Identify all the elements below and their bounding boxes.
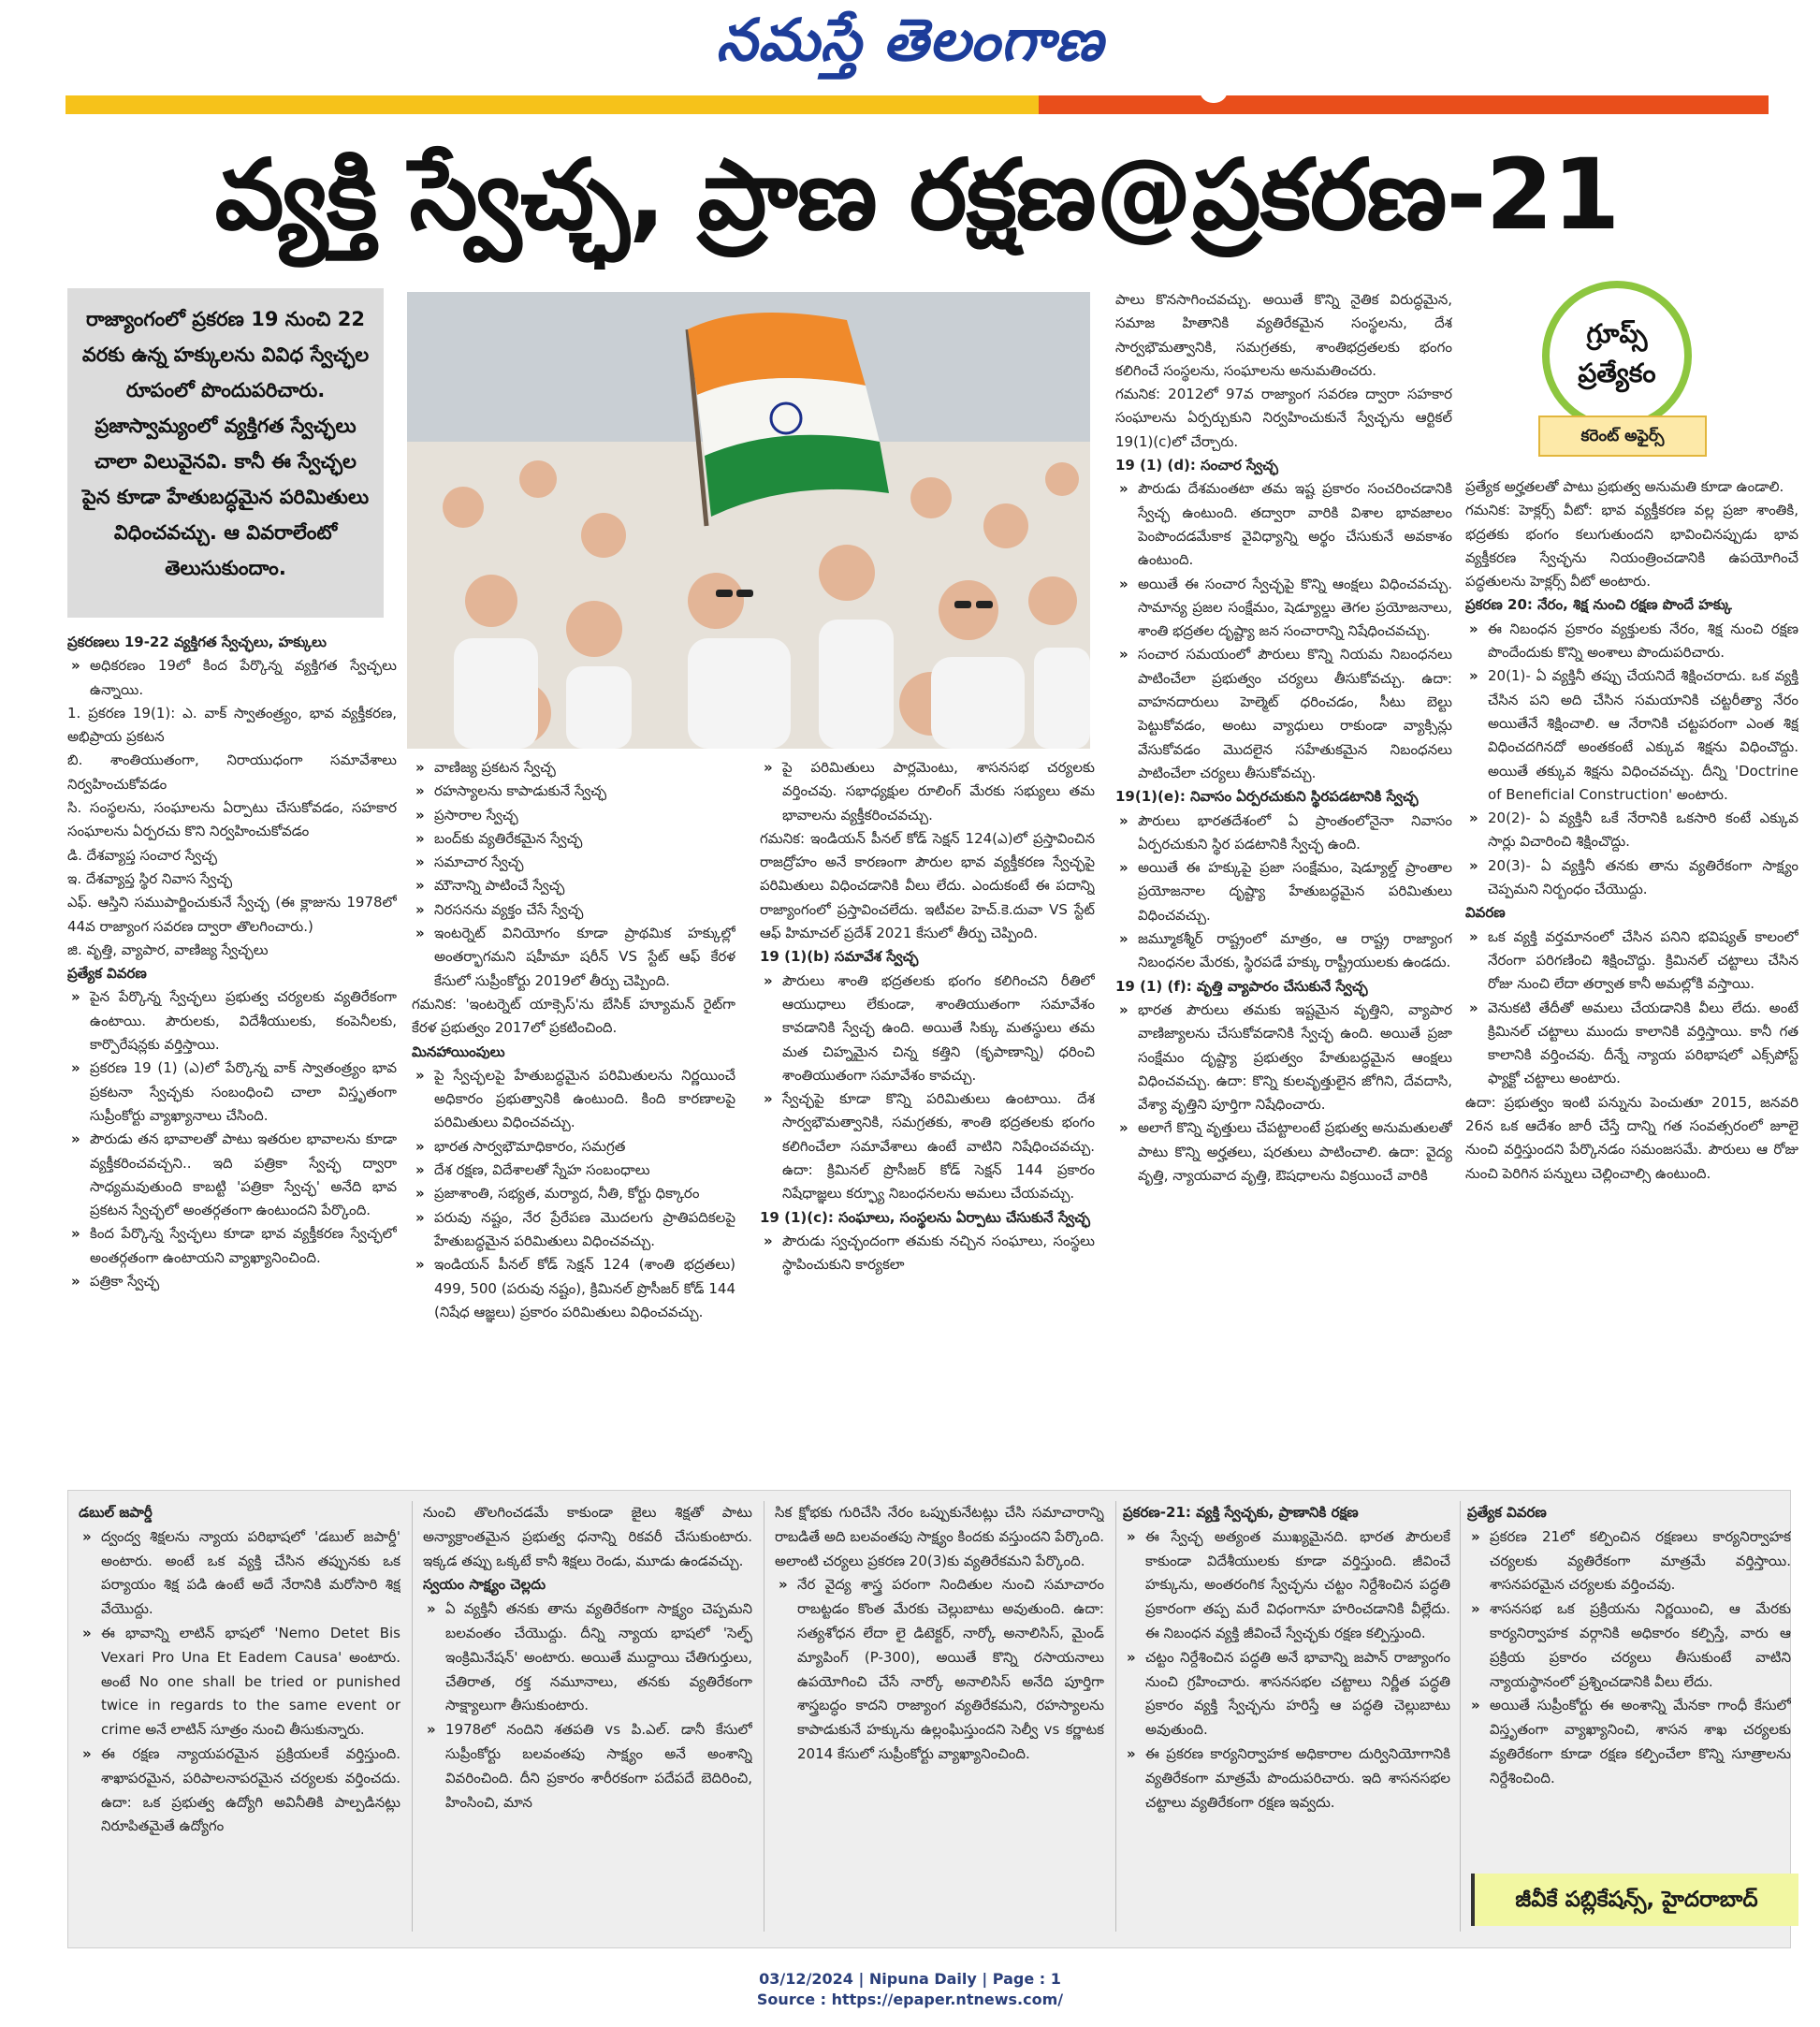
footer-source-link[interactable]: Source : https://epaper.ntnews.com/ xyxy=(756,1991,1064,2008)
paragraph: » వెనుకటి తేదీతో అమలు చేయడానికి వీలు లేదు. అంటే క్రిమినల్ చట్టాలు ముందు కాలానికి వర్తిస్తాయి. కానీ గత కాలానికి వర్తించవు. దీన్నే న్యాయ పరిభాషలో ఎక్స్‌పోస్ట్ ఫ్యాక్టో చట్టాలు అంటారు. xyxy=(1465,997,1798,1091)
paragraph: » ఇండియన్ పీనల్ కోడ్ సెక్షన్ 124 (శాంతి భద్రతలు) 499, 500 (పరువు నష్టం), క్రిమినల్ ప్రొసీజర్ కోడ్ 144 (నిషేధ ఆజ్ఞలు) ప్రకారం పరిమితులు విధించవచ్చు. xyxy=(412,1253,735,1324)
section-heading: 19 (1) (f): వృత్తి వ్యాపారం చేసుకునే స్వేచ్ఛ xyxy=(1115,977,1368,995)
paragraph: గమనిక: హెక్లర్స్ వీటో: భావ వ్యక్తీకరణ వల్ల ప్రజా శాంతికి, భద్రతకు భంగం కలుగుతుందని భావించినప్పుడు భావ వ్యక్తీకరణ స్వేచ్ఛను నియంత్రించడానికి ఉపయోగించే పద్ధతులను హెక్లర్స్ వీటో అంటారు. xyxy=(1465,502,1798,591)
photo-illustration xyxy=(407,292,1090,749)
paragraph: » 20(2)- ఏ వ్యక్తినీ ఒకే నేరానికి ఒకసారి కంటే ఎక్కువ సార్లు విచారించి శిక్షించొద్దు. xyxy=(1465,807,1798,854)
badge-line-2: ప్రత్యేకం xyxy=(1578,357,1656,388)
paragraph: » ఈ స్వేచ్ఛ అత్యంత ముఖ్యమైనది. భారత పౌరులకే కాకుండా విదేశీయులకు కూడా వర్తిస్తుంది. జీవించే హక్కును, అంతరంగిక స్వేచ్ఛను చట్టం నిర్దేశించిన పద్ధతి ప్రకారంగా తప్ప మరే విధంగానూ హరించడానికి వీల్లేదు. ఈ నిబంధన వ్యక్తి జీవించే స్వేచ్ఛకు రక్షణ కల్పిస్తుంది. xyxy=(1123,1525,1450,1646)
paragraph: గమనిక: 2012లో 97వ రాజ్యాంగ సవరణ ద్వారా సహకార సంఘాలను ఏర్పర్చుకుని నిర్వహించుకునే స్వేచ్ఛను ఆర్టికల్ 19(1)(c)లో చేర్చారు. xyxy=(1115,386,1452,450)
paragraph: నుంచి తొలగించడమే కాకుండా జైలు శిక్షతో పాటు అన్యాక్రాంతమైన ప్రభుత్వ ధనాన్ని రికవరీ చేసుకుంటారు. ఇక్కడ తప్పు ఒక్కటే కానీ శిక్షలు రెండు, మూడు ఉండవచ్చు. xyxy=(423,1504,752,1569)
footer-date-line: 03/12/2024 | Nipuna Daily | Page : 1 xyxy=(759,1970,1061,1988)
paragraph: » బంద్‌కు వ్యతిరేకమైన స్వేచ్ఛ xyxy=(412,827,735,851)
paragraph: » నేర వైద్య శాస్త్ర పరంగా నిందితుల నుంచి సమాచారం రాబట్టడం కొంత మేరకు చెల్లుబాటు అవుతుంది. ఉదా: సత్యశోధన లేదా లై డిటెక్టర్, నార్కో అనాలిసిస్, మైండ్ మ్యాపింగ్ (P-300), అయితే కొన్ని రసాయనాలు ఉపయోగించి చేసే నార్కో అనాలిసిస్ అనేది పూర్తిగా శాస్త్రబద్ధం కాదని రాజ్యాంగ వ్యతిరేకమని, రహస్యాలను కాపాడుకునే హక్కును ఉల్లంఘిస్తుందని సెల్వీ vs కర్ణాటక 2014 కేసులో సుప్రీంకోర్టు వ్యాఖ్యానించింది. xyxy=(775,1573,1104,1766)
paragraph: » భారత సార్వభౌమాధికారం, సమగ్రత xyxy=(412,1135,735,1159)
badge-line-1: గ్రూప్స్ xyxy=(1586,318,1648,349)
paragraph: » ఒక వ్యక్తి వర్తమానంలో చేసిన పనిని భవిష్యత్ కాలంలో నేరంగా పరిగణించి శిక్షించొద్దు. క్రిమినల్ చట్టాలు చేసిన రోజు నుంచి లేదా తర్వాత కానీ అమల్లోకి వస్తాయి. xyxy=(1465,926,1798,997)
paragraph: » కింద పేర్కొన్న స్వేచ్ఛలు కూడా భావ వ్యక్తీకరణ స్వేచ్ఛలో అంతర్గతంగా ఉంటాయని వ్యాఖ్యానించింది. xyxy=(67,1222,397,1270)
section-heading: ప్రకరణ-21: వ్యక్తి స్వేచ్ఛకు, ప్రాణానికి రక్షణ xyxy=(1123,1504,1359,1521)
paragraph: 1. ప్రకరణ 19(1): ఎ. వాక్ స్వాతంత్ర్యం, భావ వ్యక్తీకరణ, అభిప్రాయ ప్రకటన xyxy=(67,704,397,746)
page-footer xyxy=(0,1969,1820,2010)
paragraph: » 20(1)- ఏ వ్యక్తినీ తప్పు చేయనిదే శిక్షించరాదు. ఒక వ్యక్తి చేసిన పని అది చేసిన సమయానికి చట్టరీత్యా నేరం అయితేనే శిక్షించాలి. ఆ నేరానికి చట్టపరంగా ఎంత శిక్ష విధించదగినదో అంతకంటే ఎక్కువ శిక్షను విధించొద్దు. అయితే తక్కువ శిక్షను విధించవచ్చు. దీన్ని 'Doctrine of Beneficial Construction' అంటారు. xyxy=(1465,664,1798,807)
paragraph: » పైన పేర్కొన్న స్వేచ్ఛలు ప్రభుత్వ చర్యలకు వ్యతిరేకంగా ఉంటాయి. పౌరులకు, విదేశీయులకు, కంపెనీలకు, కార్పొరేషన్లకు వర్తిస్తాయి. xyxy=(67,985,397,1057)
paragraph: » చట్టం నిర్దేశించిన పద్ధతి అనే భావాన్ని జపాన్ రాజ్యాంగం నుంచి గ్రహించారు. శాసనసభల చట్టాలు నిర్ణీత పద్ధతి ప్రకారం వ్యక్తి స్వేచ్ఛను హరిస్తే ఆ పద్ధతి చెల్లుబాటు అవుతుంది. xyxy=(1123,1646,1450,1743)
paragraph: » జమ్మూకశ్మీర్ రాష్ట్రంలో మాత్రం, ఆ రాష్ట్ర రాజ్యాంగ నిబంధనల మేరకు, స్థిరపడే హక్కు రాష్ట్రీయులకు ఉండదు. xyxy=(1115,927,1452,975)
crowd-flag-photo xyxy=(407,292,1090,749)
paragraph: » భారత పౌరులు తమకు ఇష్టమైన వృత్తిని, వ్యాపార వాణిజ్యాలను చేసుకోవడానికి స్వేచ్ఛ ఉంది. అయితే ప్రజా సంక్షేమం దృష్ట్యా ప్రభుత్వం హేతుబద్ధమైన ఆంక్షలు విధించవచ్చు. ఉదా: కొన్ని కులవృత్తులైన జోగిని, దేవదాసి, వేశ్యా వృత్తిని పూర్తిగా నిషేధించారు. xyxy=(1115,999,1452,1116)
paragraph: గమనిక: ఇండియన్ పీనల్ కోడ్ సెక్షన్ 124(ఎ)లో ప్రస్తావించిన రాజద్రోహం అనే కారణంగా పౌరుల భావ వ్యక్తీకరణ స్వేచ్ఛపై పరిమితులు విధించడానికి వీలు లేదు. ఎందుకంటే ఈ పదాన్ని రాజ్యాంగంలో ప్రస్తావించలేదు. ఇటీవల హెచ్.కె.దువా VS స్టేట్ ఆఫ్ హిమాచల్ ప్రదేశ్ 2021 కేసులో తీర్పు చెప్పింది. xyxy=(760,829,1095,942)
intro-box xyxy=(67,288,384,618)
paragraph: » స్వేచ్ఛపై కూడా కొన్ని పరిమితులు ఉంటాయి. దేశ సార్వభౌమత్వానికి, సమగ్రతకు, శాంతి భద్రతలకు భంగం కలిగించేలా సమావేశాలు ఉంటే వాటిని నిషేధించవచ్చు. ఉదా: క్రిమినల్ ప్రొసీజర్ కోడ్ సెక్షన్ 144 ప్రకారం నిషేధాజ్ఞలు కర్ఫ్యూ నిబంధనలను అమలు చేయవచ్చు. xyxy=(760,1087,1095,1205)
paragraph: » ప్రకరణ 21లో కల్పించిన రక్షణలు కార్యనిర్వాహక చర్యలకు వ్యతిరేకంగా మాత్రమే వర్తిస్తాయి. శాసనపరమైన చర్యలకు వర్తించవు. xyxy=(1467,1525,1791,1597)
paragraph: » ఈ రక్షణ న్యాయపరమైన ప్రక్రియలకే వర్తిస్తుంది. శాఖాపరమైన, పరిపాలనాపరమైన చర్యలకు వర్తించదు. ఉదా: ఒక ప్రభుత్వ ఉద్యోగి అవినీతికి పాల్పడినట్లు నిరూపితమైతే ఉద్యోగం xyxy=(79,1743,400,1839)
bottom-divider-4 xyxy=(1460,1501,1461,1932)
page-headline: వ్యక్తి స్వేచ్ఛ, ప్రాణ రక్షణ@ప్రకరణ-21 xyxy=(214,138,1620,252)
paragraph: » అధికరణం 19లో కింద పేర్కొన్న వ్యక్తిగత స్వేచ్ఛలు ఉన్నాయి. xyxy=(67,654,397,702)
paragraph: పాలు కొనసాగించవచ్చు. అయితే కొన్ని నైతిక విరుద్ధమైన, సమాజ హితానికి వ్యతిరేకమైన సంస్థలను, దేశ సార్వభౌమత్వానికి, సమగ్రతకు, శాంతిభద్రతలకు భంగం కలిగించే సంస్థలను, సంఘాలను అనుమతించరు. xyxy=(1115,291,1452,379)
paragraph: » పౌరులు శాంతి భద్రతలకు భంగం కలిగించని రీతిలో ఆయుధాలు లేకుండా, శాంతియుతంగా సమావేశం కావడానికి స్వేచ్ఛ ఉంది. అయితే సిక్కు మతస్థులు తమ మత చిహ్నమైన చిన్న కత్తిని (కృపాణాన్ని) ధరించి శాంతియుతంగా సమావేశం కావచ్చు. xyxy=(760,970,1095,1087)
paragraph: సి. సంస్థలను, సంఘాలను ఏర్పాటు చేసుకోవడం, సహకార సంఘాలను ఏర్పరచు కొని నిర్వహించుకోవడం xyxy=(67,799,397,840)
paragraph: » దేశ రక్షణ, విదేశాలతో స్నేహ సంబంధాలు xyxy=(412,1159,735,1182)
paragraph: » పౌరుడు దేశమంతటా తమ ఇష్ట ప్రకారం సంచరించడానికి స్వేచ్ఛ ఉంటుంది. తద్వారా వారికి విశాల భావజాలం పెంపొందడమేకాక వైవిధ్యాన్ని అర్థం చేసుకునే అవకాశం ఉంటుంది. xyxy=(1115,477,1452,572)
column-4 xyxy=(1115,288,1452,1482)
section-heading: 19 (1) (d): సంచార స్వేచ్ఛ xyxy=(1115,457,1278,474)
bottom-column-5 xyxy=(1467,1501,1791,1866)
masthead-logo: నమస్తే తెలంగాణ xyxy=(716,6,1104,74)
section-heading: మినహాయింపులు xyxy=(412,1043,505,1060)
section-heading: 19 (1)(c): సంఘాలు, సంస్థలను ఏర్పాటు చేసుకునే స్వేచ్ఛ xyxy=(760,1208,1090,1226)
paragraph: » పత్రికా స్వేచ్ఛ xyxy=(67,1270,397,1293)
bottom-divider-3 xyxy=(1115,1501,1116,1932)
paragraph: బి. శాంతియుతంగా, నిరాయుధంగా సమావేశాలు నిర్వహించుకోవడం xyxy=(67,751,397,793)
paragraph: » ప్రజాశాంతి, సభ్యత, మర్యాద, నీతి, కోర్టు ధిక్కారం xyxy=(412,1182,735,1205)
paragraph: » ఏ వ్యక్తినీ తనకు తాను వ్యతిరేకంగా సాక్ష్యం చెప్పమని బలవంతం చేయొద్దు. దీన్ని న్యాయ భాషలో 'సెల్ఫ్ ఇంక్రిమినేషన్' అంటారు. అయితే ముద్దాయి చేతిగుర్తులు, చేతిరాత, రక్త నమూనాలు, తనకు వ్యతిరేకంగా సాక్ష్యాలుగా తీసుకుంటారు. xyxy=(423,1597,752,1718)
paragraph: » ద్వంద్వ శిక్షలను న్యాయ పరిభాషలో 'డబుల్ జపార్డీ' అంటారు. అంటే ఒక వ్యక్తి చేసిన తప్పునకు ఒక పర్యాయం శిక్ష పడి ఉంటే అదే నేరానికి మరోసారి శిక్ష వేయొద్దు. xyxy=(79,1525,400,1622)
paragraph: » పౌరుడు తన భావాలతో పాటు ఇతరుల భావాలను కూడా వ్యక్తీకరించవచ్చని.. ఇది పత్రికా స్వేచ్ఛ ద్వారా సాధ్యమవుతుంది కాబట్టి 'పత్రికా స్వేచ్ఛ' అనేది భావ ప్రకటన స్వేచ్ఛలో అంతర్గతంగా ఉంటుందని పేర్కొంది. xyxy=(67,1128,397,1222)
paragraph: » మౌనాన్ని పాటించే స్వేచ్ఛ xyxy=(412,874,735,897)
section-heading: స్వయం సాక్ష్యం చెల్లదు xyxy=(423,1576,546,1594)
paragraph: » పౌరుడు స్వచ్ఛందంగా తమకు నచ్చిన సంఘాలు, సంస్థలు స్థాపించుకుని కార్యకలా xyxy=(760,1230,1095,1277)
section-heading: 19(1)(e): నివాసం ఏర్పరచుకుని స్థిరపడటానికి స్వేచ్ఛ xyxy=(1115,788,1419,806)
paragraph: » శాసనసభ ఒక ప్రక్రియను నిర్ణయించి, ఆ మేరకు కార్యనిర్వాహక వర్గానికి అధికారం కల్పిస్తే, వారు ఆ ప్రక్రియ ప్రకారం చర్యలు తీసుకుంటే వాటిని న్యాయస్థానంలో ప్రశ్నించడానికి వీలు లేదు. xyxy=(1467,1597,1791,1694)
section-heading: డబుల్ జపార్డీ xyxy=(79,1504,153,1521)
section-heading: వివరణ xyxy=(1465,904,1506,922)
paragraph: » ఈ ప్రకరణ కార్యనిర్వాహక అధికారాల దుర్వినియోగానికి వ్యతిరేకంగా మాత్రమే పొందుపరిచారు. ఇది శాసనసభల చట్టాలు వ్యతిరేకంగా రక్షణ ఇవ్వదు. xyxy=(1123,1743,1450,1815)
paragraph: » నిరసనను వ్యక్తం చేసే స్వేచ్ఛ xyxy=(412,898,735,922)
groups-special-badge xyxy=(1542,281,1692,430)
intro-text: రాజ్యాంగంలో ప్రకరణ 19 నుంచి 22 వరకు ఉన్న హక్కులను వివిధ స్వేచ్ఛల రూపంలో పొందుపరిచారు. ప్రజాస్వామ్యంలో వ్యక్తిగత స్వేచ్ఛలు చాలా విలువైనవి. కానీ ఈ స్వేచ్ఛల పైన కూడా హేతుబద్ధమైన పరిమితులు విధించవచ్చు. ఆ వివరాలేంటో తెలుసుకుందాం. xyxy=(81,308,370,579)
section-heading: ప్రకరణ 20: నేరం, శిక్ష నుంచి రక్షణ పొందే హక్కు xyxy=(1465,596,1732,614)
header-bar-red xyxy=(1039,95,1769,114)
bottom-column-2 xyxy=(423,1501,752,1937)
paragraph: ప్రత్యేక అర్హతలతో పాటు ప్రభుత్వ అనుమతి కూడా ఉండాలి. xyxy=(1465,478,1784,495)
paragraph: » అయితే సుప్రీంకోర్టు ఈ అంశాన్ని మేనకా గాంధీ కేసులో విస్తృతంగా వ్యాఖ్యానించి, శాసన శాఖ చర్యలకు వ్యతిరేకంగా కూడా రక్షణ కల్పించేలా కొన్ని సూత్రాలను నిర్దేశించింది. xyxy=(1467,1694,1791,1790)
column-5 xyxy=(1465,475,1798,1482)
header-bar-yellow xyxy=(66,95,1039,114)
bottom-divider-1 xyxy=(412,1501,413,1932)
column-1 xyxy=(67,631,397,1482)
paragraph: » 20(3)- ఏ వ్యక్తినీ తనకు తాను వ్యతిరేకంగా సాక్ష్యం చెప్పమని నిర్బంధం చేయొద్దు. xyxy=(1465,854,1798,902)
paragraph: » పరువు నష్టం, నేర ప్రేరేపణ మొదలగు ప్రాతిపదికలపై హేతుబద్ధమైన పరిమితులు విధించవచ్చు. xyxy=(412,1206,735,1254)
paragraph: » అయితే ఈ హక్కుపై ప్రజా సంక్షేమం, షెడ్యూల్డ్ ప్రాంతాల ప్రయోజనాల దృష్ట్యా హేతుబద్ధమైన పరిమితులు విధించవచ్చు. xyxy=(1115,856,1452,927)
column-2 xyxy=(412,756,735,1482)
paragraph: » పౌరులు భారతదేశంలో ఏ ప్రాంతంలోనైనా నివాసం ఏర్పరచుకుని స్థిర పడటానికి స్వేచ్ఛ ఉంది. xyxy=(1115,809,1452,857)
paragraph: » ఈ భావాన్ని లాటిన్ భాషలో 'Nemo Detet Bis Vexari Pro Una Et Eadem Causa' అంటారు. అంటే No one shall be tried or punished twice in regards to the same event or crime అనే లాటిన్ సూత్రం నుంచి తీసుకున్నారు. xyxy=(79,1622,400,1743)
paragraph: ఇ. దేశవ్యాప్త స్థిర నివాస స్వేచ్ఛ xyxy=(67,869,233,887)
paragraph: » సమాచార స్వేచ్ఛ xyxy=(412,851,735,874)
paragraph: డి. దేశవ్యాప్త సంచార స్వేచ్ఛ xyxy=(67,846,217,864)
paragraph: » అలాగే కొన్ని వృత్తులు చేపట్టాలంటే ప్రభుత్వ అనుమతులతో పాటు కొన్ని అర్హతలు, షరతులు పాటించాలి. ఉదా: వైద్య వృత్తి, న్యాయవాద వృత్తి, ఔషధాలను విక్రయించే వారికి xyxy=(1115,1116,1452,1188)
section-heading: ప్రకరణలు 19-22 వ్యక్తిగత స్వేచ్ఛలు, హక్కులు xyxy=(67,634,327,650)
section-heading: ప్రత్యేక వివరణ xyxy=(67,965,147,983)
bottom-column-1 xyxy=(79,1501,400,1937)
paragraph: » 1978లో నందిని శతపతి vs పి.ఎల్. డానీ కేసులో సుప్రీంకోర్టు బలవంతపు సాక్ష్యం అనే అంశాన్ని వివరించింది. దీని ప్రకారం శారీరకంగా పదేపదే బెదిరించి, హింసించి, మాన xyxy=(423,1718,752,1815)
current-affairs-tag: కరెంట్ అఫైర్స్ xyxy=(1538,416,1707,457)
paragraph: » పై పరిమితులు పార్లమెంటు, శాసనసభ చర్యలకు వర్తించవు. సభాధ్యక్షుల రూలింగ్ మేరకు సభ్యులు తమ భావాలను వ్యక్తీకరించవచ్చు. xyxy=(760,756,1095,827)
section-heading: ప్రత్యేక వివరణ xyxy=(1467,1504,1547,1521)
section-heading: 19 (1)(b) సమావేశ స్వేచ్ఛ xyxy=(760,948,919,966)
column-3 xyxy=(760,756,1095,1482)
publisher-credit: జీవీకే పబ్లికేషన్స్, హైదరాబాద్ xyxy=(1471,1874,1798,1926)
paragraph: » వాణిజ్య ప్రకటన స్వేచ్ఛ xyxy=(412,756,735,780)
paragraph: » ఇంటర్నెట్ వినియోగం కూడా ప్రాథమిక హక్కుల్లో అంతర్భాగమని షహీమా షరీన్ VS స్టేట్ ఆఫ్ కేరళ కేసులో సుప్రీంకోర్టు 2019లో తీర్పు చెప్పింది. xyxy=(412,922,735,993)
bottom-column-4 xyxy=(1123,1501,1450,1937)
paragraph: » రహస్యాలను కాపాడుకునే స్వేచ్ఛ xyxy=(412,780,735,803)
paragraph: జి. వృత్తి, వ్యాపార, వాణిజ్య స్వేచ్ఛలు xyxy=(67,941,269,958)
paragraph: సిక క్షోభకు గురిచేసి నేరం ఒప్పుకునేటట్లు చేసి సమాచారాన్ని రాబడితే అది బలవంతపు సాక్ష్యం కిందకు వస్తుందని పేర్కొంది. అలాంటి చర్యలు ప్రకరణ 20(3)కు వ్యతిరేకమని పేర్కొంది. xyxy=(775,1504,1104,1569)
bottom-column-3 xyxy=(775,1501,1104,1937)
paragraph: » అయితే ఈ సంచార స్వేచ్ఛపై కొన్ని ఆంక్షలు విధించవచ్చు. సామాన్య ప్రజల సంక్షేమం, షెడ్యూల్డు తెగల ప్రయోజనాలు, శాంతి భద్రతల దృష్ట్యా జన సంచారాన్ని నిషేధించవచ్చు. xyxy=(1115,573,1452,644)
paragraph: ఎఫ్. ఆస్తిని సముపార్జించుకునే స్వేచ్ఛ (ఈ క్లాజును 1978లో 44వ రాజ్యాంగ సవరణ ద్వారా తొలగించారు.) xyxy=(67,894,397,935)
paragraph: » సంచార సమయంలో పౌరులు కొన్ని నియమ నిబంధనలు పాటించేలా ప్రభుత్వం చర్యలు తీసుకోవచ్చు. ఉదా: వాహనదారులు హెల్మెట్ ధరించడం, సీటు బెల్టు పెట్టుకోవడం, అంటు వ్యాధులు రాకుండా వ్యాక్సిన్లు వేసుకోవడం మొదలైన సహేతుకమైన నిబంధనలు పాటించేలా చర్యలు తీసుకోవచ్చు. xyxy=(1115,643,1452,785)
paragraph: ఉదా: ప్రభుత్వం ఇంటి పన్నును పెంచుతూ 2015, జనవరి 26న ఒక ఆదేశం జారీ చేస్తే దాన్ని గత సంవత్సరంలో జూలై నుంచి వర్తిస్తుందని పేర్కొనడం సమంజసమే. పౌరులు ఆ రోజు నుంచి పెరిగిన పన్నులు చెల్లించాల్సి ఉంటుంది. xyxy=(1465,1093,1798,1182)
paragraph: » పై స్వేచ్ఛలపై హేతుబద్ధమైన పరిమితులను నిర్ణయించే అధికారం ప్రభుత్వానికి ఉంటుంది. కింది కారణాలపై పరిమితులు విధించవచ్చు. xyxy=(412,1064,735,1135)
paragraph: » ఈ నిబంధన ప్రకారం వ్యక్తులకు నేరం, శిక్ష నుంచి రక్షణ పొందేందుకు కొన్ని అంశాలు పొందుపరిచారు. xyxy=(1465,618,1798,665)
paragraph: » ప్రకరణ 19 (1) (ఎ)లో పేర్కొన్న వాక్ స్వాతంత్ర్యం భావ ప్రకటనా స్వేచ్ఛకు సంబంధించి చాలా విస్తృతంగా సుప్రీంకోర్టు వ్యాఖ్యానాలు చేసింది. xyxy=(67,1057,397,1128)
paragraph: గమనిక: 'ఇంటర్నెట్ యాక్సెస్'ను బేసిక్ హ్యూమన్ రైట్‌గా కేరళ ప్రభుత్వం 2017లో ప్రకటించింది. xyxy=(412,995,735,1037)
paragraph: » ప్రసారాల స్వేచ్ఛ xyxy=(412,804,735,827)
